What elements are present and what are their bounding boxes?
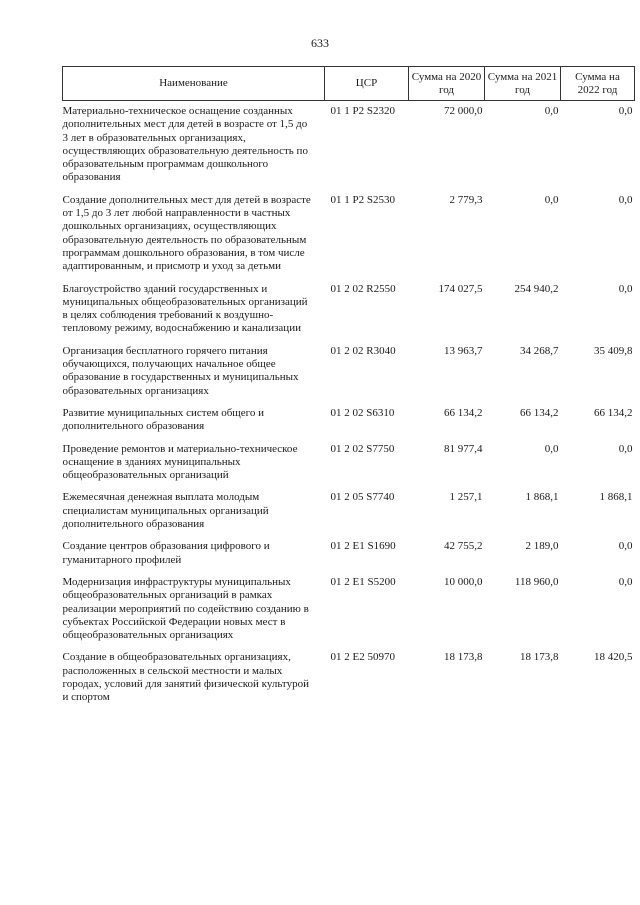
row-name: Модернизация инфраструктуры муниципальных общеобразовательных организаций в рамках реализации мероприятий по содействию созданию в субъектах Российской Федерации новых мест в общеобразовательных организациях [62, 575, 309, 642]
header-2021: Сумма на 2021 год [485, 67, 561, 101]
row-sum-2022: 0,0 [618, 282, 633, 295]
row-sum-2022: 0,0 [618, 540, 633, 553]
row-sum-2020: 81 977,4 [444, 442, 483, 455]
row-sum-2021: 34 268,7 [520, 344, 559, 357]
row-sum-2020: 10 000,0 [444, 575, 483, 588]
row-sum-2020: 2 779,3 [449, 193, 483, 206]
header-2022: Сумма на 2022 год [561, 67, 635, 101]
row-sum-2022: 0,0 [618, 193, 633, 206]
table-header-row [63, 67, 635, 101]
row-sum-2022: 0,0 [618, 442, 633, 455]
row-name: Создание дополнительных мест для детей в возрасте от 1,5 до 3 лет любой направленности в частных дошкольных организациях, осуществляющих образовательную деятельность по образовательным программам дошкольного образования, в том числе адаптированным, и присмотр и уход за детьми [62, 193, 311, 273]
row-code: 01 2 02 S7750 [330, 442, 395, 455]
row-sum-2020: 1 257,1 [449, 491, 483, 504]
row-sum-2021: 66 134,2 [520, 406, 559, 419]
row-sum-2022: 0,0 [618, 105, 633, 117]
row-sum-2020: 18 173,8 [444, 651, 483, 664]
row-name: Создание в общеобразовательных организациях, расположенных в сельской местности и малых городах, условий для занятий физической культурой и спортом [62, 651, 309, 704]
row-code: 01 1 P2 S2320 [330, 105, 395, 117]
row-sum-2021: 0,0 [544, 105, 559, 117]
row-name: Создание центров образования цифрового и гуманитарного профилей [62, 540, 270, 566]
table-row [63, 279, 635, 341]
row-code: 01 2 02 R2550 [330, 282, 396, 295]
row-sum-2020: 174 027,5 [438, 282, 483, 295]
row-code: 01 2 E1 S5200 [330, 575, 396, 588]
row-code: 01 2 E1 S1690 [330, 540, 396, 553]
row-sum-2021: 2 189,0 [525, 540, 559, 553]
row-sum-2020: 13 963,7 [444, 344, 483, 357]
row-sum-2022: 1 868,1 [599, 491, 633, 504]
row-code: 01 2 02 S6310 [330, 406, 395, 419]
row-name: Развитие муниципальных систем общего и дополнительного образования [62, 406, 265, 433]
table-row [63, 647, 635, 709]
table-row [63, 439, 635, 488]
row-sum-2020: 72 000,0 [444, 105, 483, 117]
table-row [63, 101, 635, 190]
row-sum-2022: 35 409,8 [594, 344, 633, 357]
row-code: 01 2 E2 50970 [330, 651, 395, 664]
row-sum-2021: 254 940,2 [514, 282, 559, 295]
row-code: 01 1 P2 S2530 [330, 193, 395, 206]
row-sum-2022: 0,0 [618, 575, 633, 588]
table-row [63, 572, 635, 647]
row-name: Проведение ремонтов и материально-техническое оснащение в зданиях муниципальных общеобразовательных организаций [62, 442, 298, 482]
page-number: 633 [311, 36, 329, 50]
row-sum-2021: 18 173,8 [520, 651, 559, 664]
row-sum-2021: 0,0 [544, 193, 559, 206]
row-sum-2022: 66 134,2 [594, 406, 633, 419]
row-name: Благоустройство зданий государственных и муниципальных общеобразовательных организаций в целях соблюдения требований к воздушно-тепловому режиму, водоснабжению и канализации [62, 282, 308, 335]
row-sum-2021: 1 868,1 [525, 491, 559, 504]
budget-table [62, 66, 635, 710]
row-sum-2021: 118 960,0 [514, 575, 559, 588]
row-sum-2020: 42 755,2 [444, 540, 483, 553]
table-row [63, 341, 635, 403]
row-name: Ежемесячная денежная выплата молодым специалистам муниципальных организаций дополнительного образования [62, 491, 269, 531]
row-name: Материально-техническое оснащение созданных дополнительных мест для детей в возрасте от 1,5 до 3 лет в образовательных организациях, осуществляющих образовательную деятельность по образовательным программам дошкольного образования [62, 105, 308, 184]
row-sum-2020: 66 134,2 [444, 406, 483, 419]
row-name: Организация бесплатного горячего питания обучающихся, получающих начальное общее образование в государственных и муниципальных образовательных организациях [62, 344, 299, 397]
header-2020: Сумма на 2020 год [409, 67, 485, 101]
row-code: 01 2 02 R3040 [330, 344, 396, 357]
row-sum-2021: 0,0 [544, 442, 559, 455]
header-code: ЦСР [325, 67, 409, 101]
table-row [63, 190, 635, 279]
header-name: Наименование [63, 67, 325, 101]
table-row [63, 536, 635, 572]
row-code: 01 2 05 S7740 [330, 491, 395, 504]
table-row [63, 403, 635, 439]
table-row [63, 487, 635, 536]
row-sum-2022: 18 420,5 [594, 651, 633, 664]
